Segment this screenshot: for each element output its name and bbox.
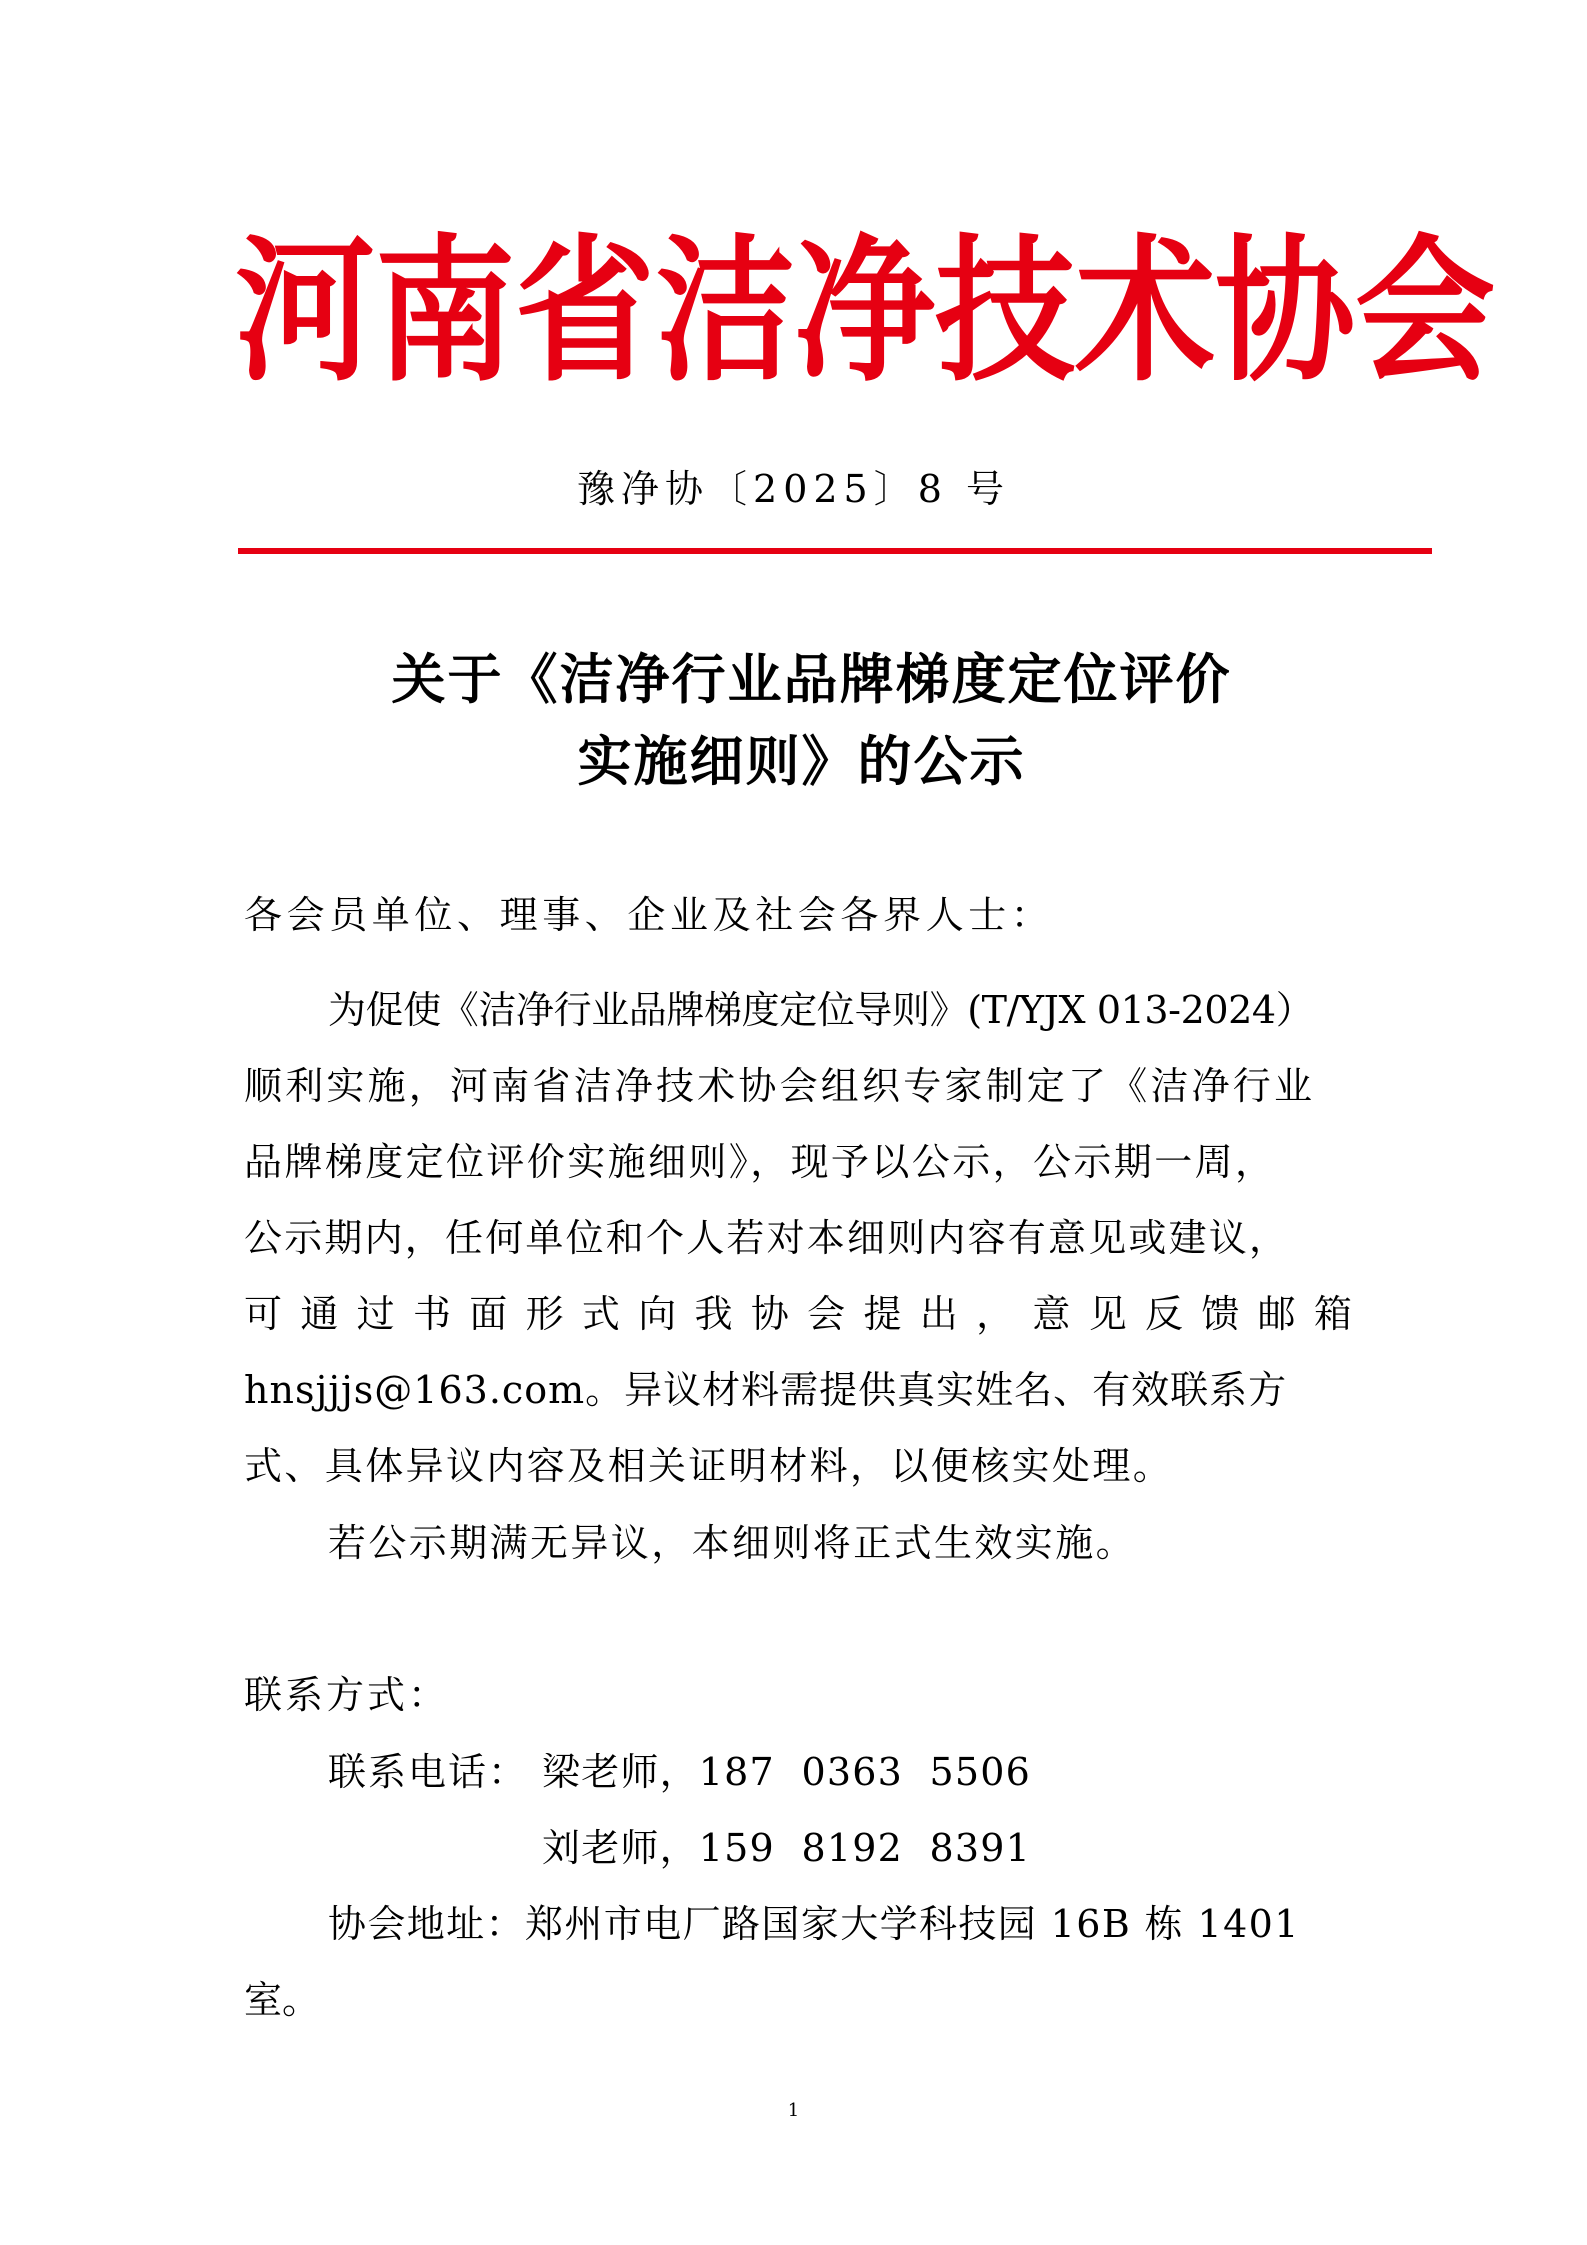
paragraph-1-line-5-char: 馈 <box>1201 1292 1240 1336</box>
paragraph-1-line-5-char: 邮 <box>1257 1292 1296 1336</box>
org-name-char: 会 <box>1355 221 1496 404</box>
paragraph-1-line-5-char: ， <box>976 1292 1015 1336</box>
org-name-char: 河 <box>235 221 376 404</box>
contact-heading: 联系方式： <box>244 1673 450 1717</box>
paragraph-1-line-4: 公示期内，任何单位和个人若对本细则内容有意见或建议， <box>244 1216 1290 1260</box>
org-name-char: 洁 <box>655 221 796 404</box>
paragraph-1-line-5-char: 协 <box>750 1292 789 1336</box>
paragraph-1-line-5-char: 书 <box>412 1292 451 1336</box>
paragraph-1-line-7: 式、具体异议内容及相关证明材料，以便核实处理。 <box>244 1444 1174 1488</box>
paragraph-2: 若公示期满无异议，本细则将正式生效实施。 <box>328 1521 1137 1565</box>
contact-phone-label: 联系电话： <box>328 1750 529 1794</box>
org-name-char: 技 <box>935 221 1076 404</box>
paragraph-1-line-5-char: 意 <box>1032 1292 1071 1336</box>
paragraph-1-line-5-char: 通 <box>300 1292 339 1336</box>
paragraph-1-line-5-char: 可 <box>244 1292 283 1336</box>
document-number: 豫净协〔2025〕8 号 <box>577 467 1010 511</box>
page-number: 1 <box>787 2100 800 2121</box>
org-name-char: 净 <box>795 221 936 404</box>
paragraph-1-line-5-char: 过 <box>356 1292 395 1336</box>
paragraph-1-line-5-char: 箱 <box>1313 1292 1352 1336</box>
red-divider-line <box>238 548 1432 554</box>
org-name-char: 协 <box>1215 221 1356 404</box>
notice-title-line-2: 实施细则》的公示 <box>577 729 1026 793</box>
paragraph-1-line-5-char: 我 <box>694 1292 733 1336</box>
notice-title-line-1: 关于《洁净行业品牌梯度定位评价 <box>391 647 1232 711</box>
association-address-line-2: 室。 <box>244 1978 321 2022</box>
paragraph-1-line-5-char: 见 <box>1088 1292 1127 1336</box>
salutation: 各会员单位、理事、企业及社会各界人士： <box>244 893 1054 937</box>
paragraph-1-line-1: 为促使《洁净行业品牌梯度定位导则》(T/YJX 013-2024） <box>328 988 1314 1032</box>
paragraph-1-line-5-char: 反 <box>1145 1292 1184 1336</box>
org-name-char: 省 <box>515 221 656 404</box>
paragraph-1-line-5 <box>244 1292 1352 1336</box>
paragraph-1-line-5-char: 会 <box>807 1292 846 1336</box>
paragraph-1-line-2: 顺利实施，河南省洁净技术协会组织专家制定了《洁净行业 <box>244 1064 1316 1108</box>
association-address-line-1: 协会地址：郑州市电厂路国家大学科技园 16B 栋 1401 <box>328 1902 1300 1946</box>
org-name-char: 术 <box>1075 221 1216 404</box>
contact-phone-2: 刘老师，159 8192 8391 <box>542 1826 1032 1870</box>
paragraph-1-line-3: 品牌梯度定位评价实施细则》，现予以公示，公示期一周， <box>244 1140 1276 1184</box>
paragraph-1-line-5-char: 式 <box>581 1292 620 1336</box>
paragraph-1-line-5-char: 形 <box>525 1292 564 1336</box>
organization-name-header <box>235 221 1496 404</box>
paragraph-1-line-5-char: 出 <box>919 1292 958 1336</box>
contact-phone-1: 梁老师，187 0363 5506 <box>542 1750 1032 1794</box>
org-name-char: 南 <box>375 221 516 404</box>
paragraph-1-line-5-char: 提 <box>863 1292 902 1336</box>
paragraph-1-line-5-char: 向 <box>638 1292 677 1336</box>
paragraph-1-line-6: hnsjjjs@163.com。异议材料需提供真实姓名、有效联系方 <box>244 1368 1288 1412</box>
paragraph-1-line-5-char: 面 <box>469 1292 508 1336</box>
